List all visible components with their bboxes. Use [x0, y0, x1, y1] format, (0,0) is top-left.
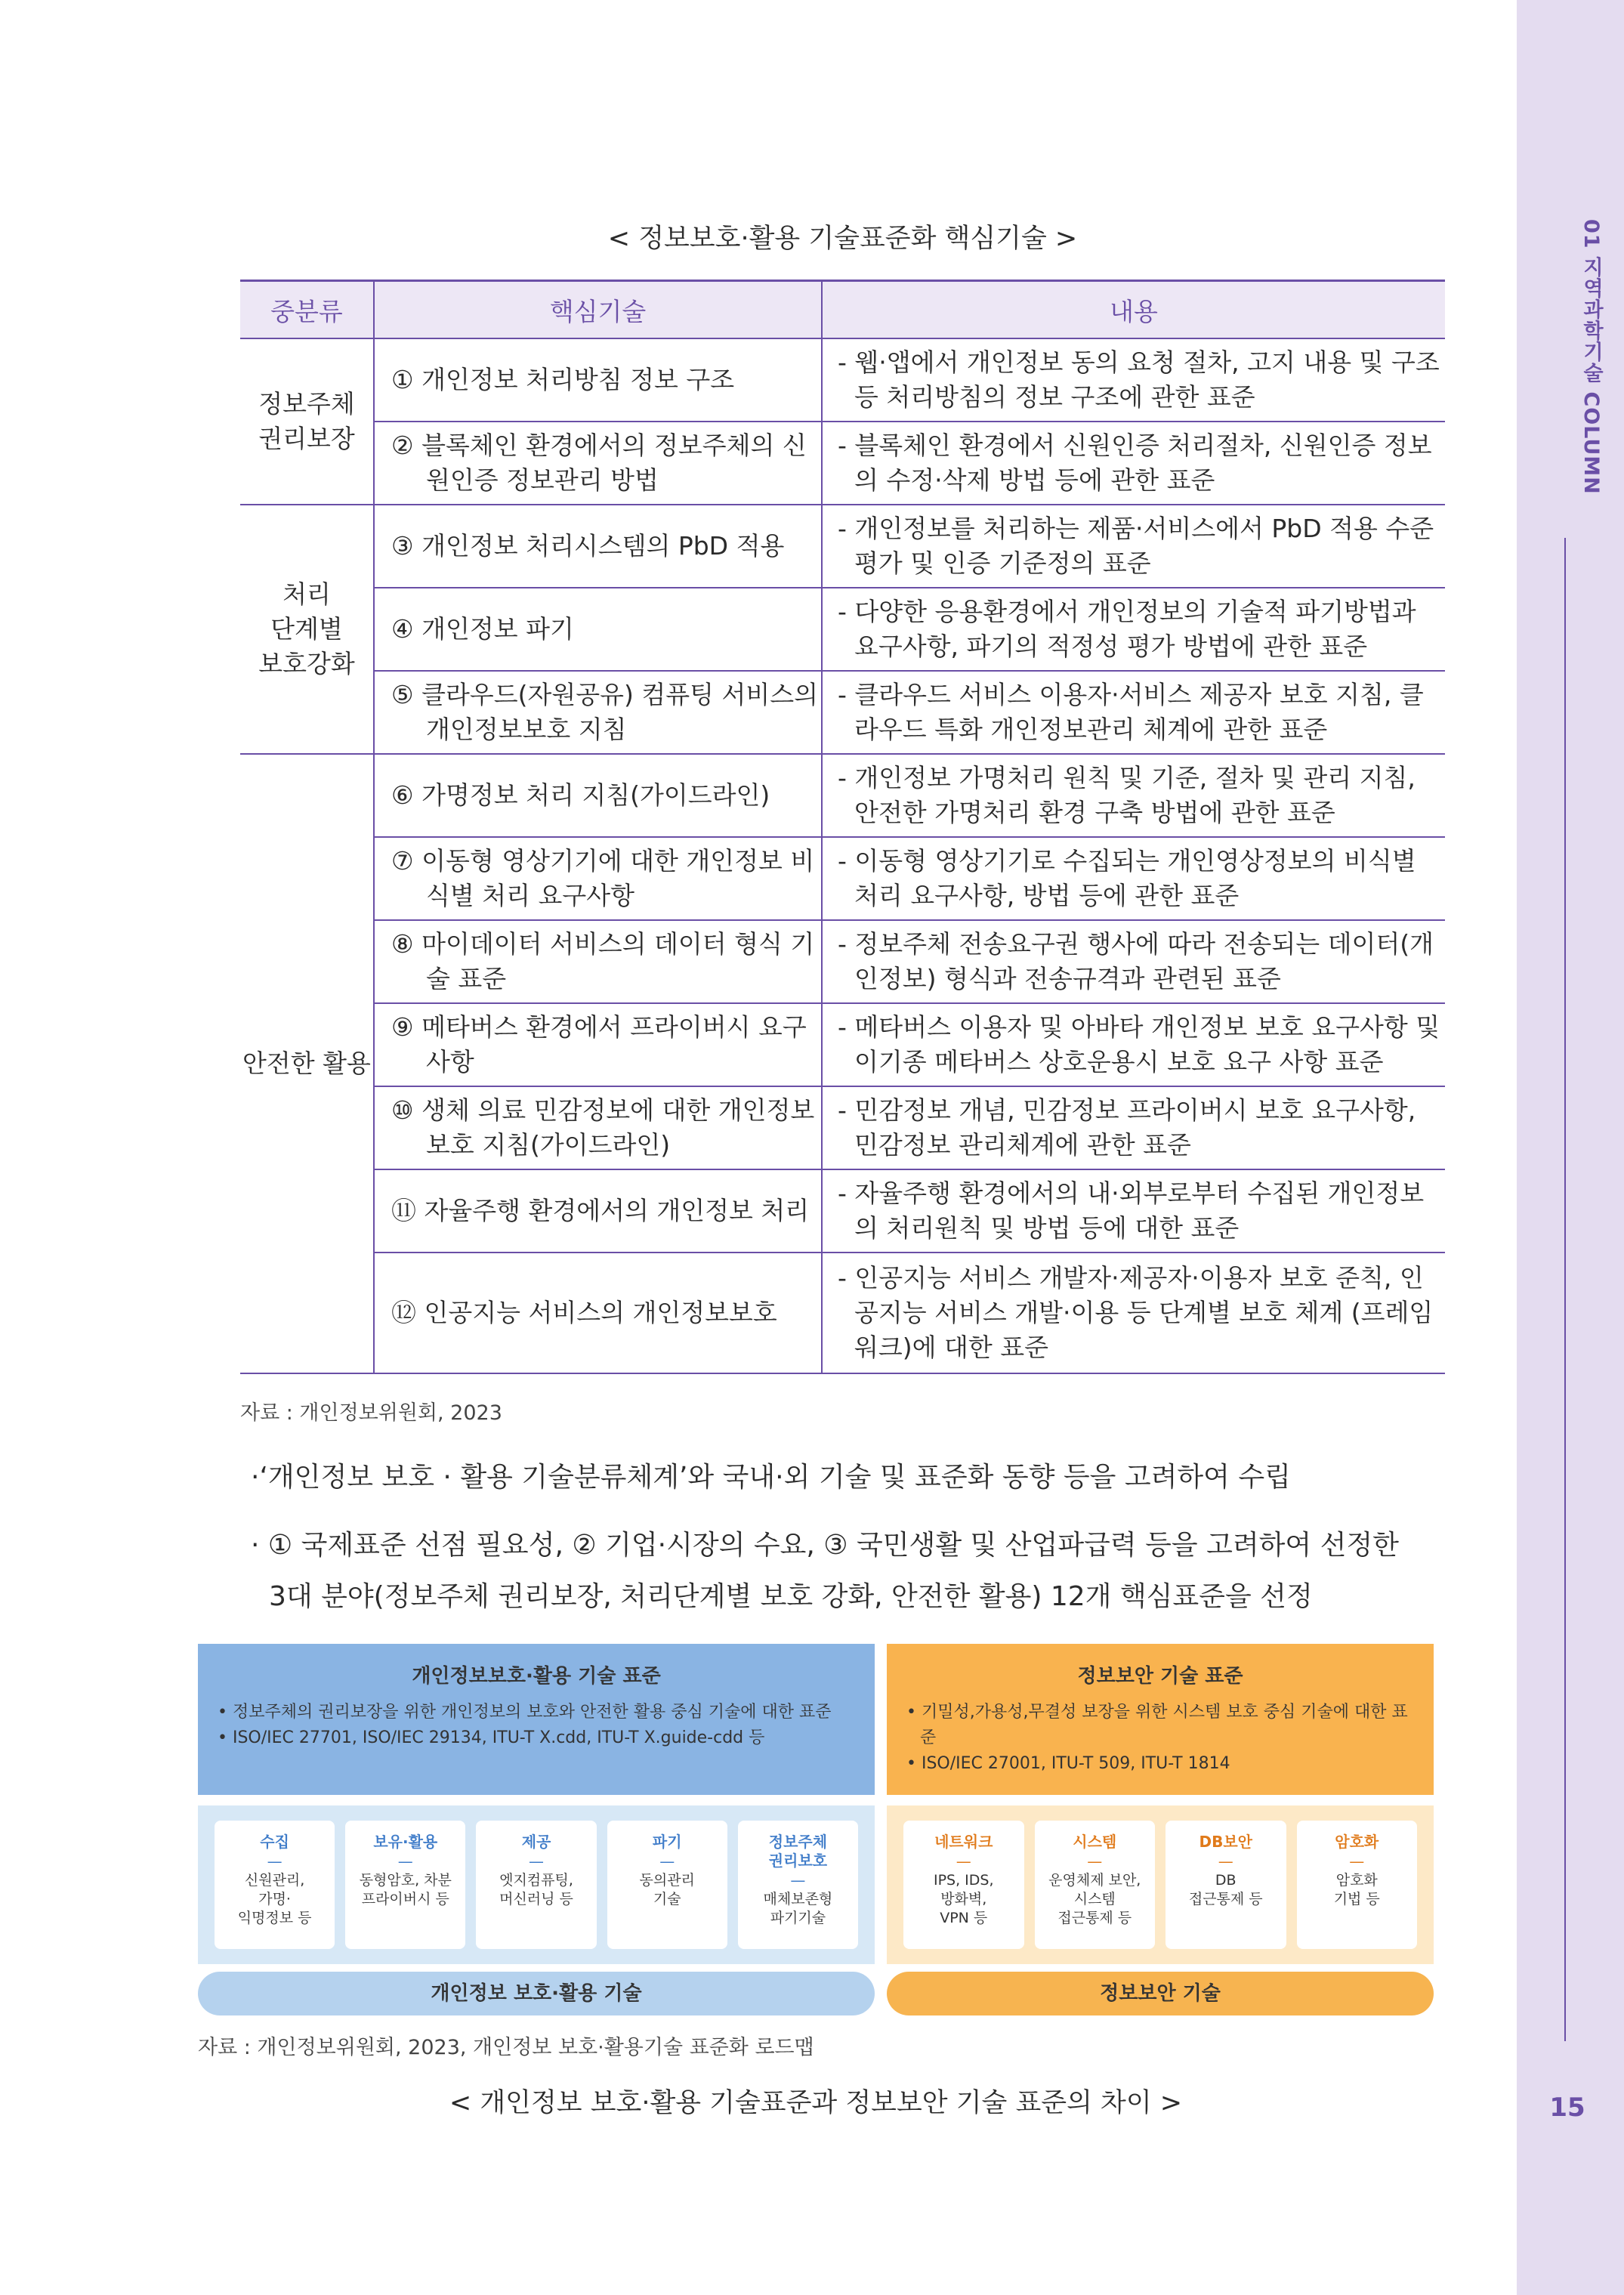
table-row — [240, 1003, 1445, 1086]
table-row — [240, 837, 1445, 920]
desc-cell: - 자율주행 환경에서의 내·외부로부터 수집된 개인정보의 처리원칙 및 방법 등에 대한 표준 — [822, 1169, 1445, 1253]
bullet-point: 3대 분야(정보주체 권리보장, 처리단계별 보호 강화, 안전한 활용) 12개 핵심표준을 선정 — [269, 1581, 1313, 1612]
security-tech-panel — [887, 1805, 1434, 1964]
bullet-point: · ① 국제표준 선점 필요성, ② 기업·시장의 수요, ③ 국민생활 및 산업파급력 등을 고려하여 선정한 — [251, 1530, 1399, 1561]
security-tech-label: 정보보안 기술 — [887, 1972, 1434, 2015]
tech-cell: ④ 개인정보 파기 — [374, 588, 822, 671]
desc-cell: - 클라우드 서비스 이용자·서비스 제공자 보호 지침, 클라우드 특화 개인정보관리 체계에 관한 표준 — [822, 671, 1445, 754]
table-row — [240, 505, 1445, 588]
table-row — [240, 422, 1445, 505]
table-row — [240, 588, 1445, 671]
desc-cell: - 웹·앱에서 개인정보 동의 요청 절차, 고지 내용 및 구조 등 처리방침의 정보 구조에 관한 표준 — [822, 338, 1445, 422]
privacy-tech-label: 개인정보 보호·활용 기술 — [198, 1972, 875, 2015]
security-standard-header — [887, 1644, 1434, 1795]
table-row — [240, 1086, 1445, 1169]
table-row — [240, 754, 1445, 837]
security-standard-title: 정보보안 기술 표준 — [1077, 1665, 1243, 1688]
header-desc: 내용 — [822, 281, 1445, 339]
diagram-caption: < 개인정보 보호·활용 기술표준과 정보보안 기술 표준의 차이 > — [449, 2088, 1183, 2118]
table-row — [240, 671, 1445, 754]
bullet-point: ·‘개인정보 보호 · 활용 기술분류체계’와 국내·외 기술 및 표준화 동향 등을 고려하여 수립 — [251, 1462, 1291, 1493]
sidebar-divider — [1564, 538, 1566, 2041]
privacy-standard-line: • 정보주체의 권리보장을 위한 개인정보의 보호와 안전한 활용 중심 기술에 대한 표준 — [218, 1703, 832, 1722]
privacy-card-retain: 보유·활용 — 동형암호, 차분 프라이버시 등 — [345, 1821, 465, 1949]
privacy-card-provide: 제공 — 엣지컴퓨팅, 머신러닝 등 — [476, 1821, 596, 1949]
standards-diagram — [198, 1644, 1434, 2022]
desc-cell: - 개인정보 가명처리 원칙 및 기준, 절차 및 관리 지침, 안전한 가명처리 환경 구축 방법에 관한 표준 — [822, 754, 1445, 837]
privacy-standard-header — [198, 1644, 875, 1795]
page-number: 15 — [1549, 2093, 1585, 2123]
privacy-card-rights: 정보주체 권리보호 — 매체보존형 파기기술 — [738, 1821, 858, 1949]
security-standard-line: • 기밀성,가용성,무결성 보장을 위한 시스템 보호 중심 기술에 대한 표준 — [906, 1703, 1408, 1747]
table-row — [240, 1253, 1445, 1373]
tech-cell: ⑪ 자율주행 환경에서의 개인정보 처리 — [374, 1169, 822, 1253]
security-card-db: DB보안 — DB 접근통제 등 — [1166, 1821, 1286, 1949]
security-card-crypto: 암호화 — 암호화 기법 등 — [1297, 1821, 1418, 1949]
desc-cell: - 개인정보를 처리하는 제품·서비스에서 PbD 적용 수준 평가 및 인증 기준정의 표준 — [822, 505, 1445, 588]
core-tech-table — [240, 280, 1445, 1374]
table-title: < 정보보호·활용 기술표준화 핵심기술 > — [607, 224, 1078, 254]
tech-cell: ⑥ 가명정보 처리 지침(가이드라인) — [374, 754, 822, 837]
header-tech: 핵심기술 — [374, 281, 822, 339]
tech-cell: ③ 개인정보 처리시스템의 PbD 적용 — [374, 505, 822, 588]
tech-cell: ⑫ 인공지능 서비스의 개인정보보호 — [374, 1253, 822, 1373]
security-standard-line: • ISO/IEC 27001, ITU-T 509, ITU-T 1814 — [906, 1754, 1230, 1773]
tech-cell: ⑦ 이동형 영상기기에 대한 개인정보 비식별 처리 요구사항 — [374, 837, 822, 920]
table-header-row — [240, 281, 1445, 339]
desc-cell: - 블록체인 환경에서 신원인증 처리절차, 신원인증 정보의 수정·삭제 방법 등에 관한 표준 — [822, 422, 1445, 505]
table-row — [240, 1169, 1445, 1253]
tech-cell: ⑤ 클라우드(자원공유) 컴퓨팅 서비스의 개인정보보호 지침 — [374, 671, 822, 754]
privacy-tech-panel — [198, 1805, 875, 1964]
table-source: 자료 : 개인정보위원회, 2023 — [240, 1401, 502, 1425]
desc-cell: - 인공지능 서비스 개발자·제공자·이용자 보호 준칙, 인공지능 서비스 개발·이용 등 단계별 보호 체계 (프레임워크)에 대한 표준 — [822, 1253, 1445, 1373]
category-cell: 정보주체 권리보장 — [240, 338, 374, 505]
security-card-network: 네트워크 — IPS, IDS, 방화벽, VPN 등 — [903, 1821, 1024, 1949]
privacy-card-destroy: 파기 — 동의관리 기술 — [607, 1821, 727, 1949]
desc-cell: - 메타버스 이용자 및 아바타 개인정보 보호 요구사항 및 이기종 메타버스 상호운용시 보호 요구 사항 표준 — [822, 1003, 1445, 1086]
desc-cell: - 다양한 응용환경에서 개인정보의 기술적 파기방법과 요구사항, 파기의 적정성 평가 방법에 관한 표준 — [822, 588, 1445, 671]
desc-cell: - 민감정보 개념, 민감정보 프라이버시 보호 요구사항, 민감정보 관리체계에 관한 표준 — [822, 1086, 1445, 1169]
tech-cell: ② 블록체인 환경에서의 정보주체의 신원인증 정보관리 방법 — [374, 422, 822, 505]
table-row — [240, 920, 1445, 1003]
desc-cell: - 정보주체 전송요구권 행사에 따라 전송되는 데이터(개인정보) 형식과 전송규격과 관련된 표준 — [822, 920, 1445, 1003]
privacy-card-collect: 수집 — 신원관리, 가명· 익명정보 등 — [215, 1821, 335, 1949]
tech-cell: ⑨ 메타버스 환경에서 프라이버시 요구사항 — [374, 1003, 822, 1086]
table-row — [240, 338, 1445, 422]
header-category: 중분류 — [240, 281, 374, 339]
tech-cell: ⑧ 마이데이터 서비스의 데이터 형식 기술 표준 — [374, 920, 822, 1003]
category-cell: 처리 단계별 보호강화 — [240, 505, 374, 754]
privacy-standard-title: 개인정보보호·활용 기술 표준 — [412, 1665, 661, 1688]
section-label: 01 지역과학기술 COLUMN — [1579, 219, 1603, 495]
diagram-source: 자료 : 개인정보위원회, 2023, 개인정보 보호·활용기술 표준화 로드맵 — [198, 2036, 814, 2059]
privacy-standard-line: • ISO/IEC 27701, ISO/IEC 29134, ITU-T X.cdd, ITU-T X.guide-cdd 등 — [218, 1728, 765, 1747]
security-card-system: 시스템 — 운영체제 보안, 시스템 접근통제 등 — [1035, 1821, 1156, 1949]
tech-cell: ① 개인정보 처리방침 정보 구조 — [374, 338, 822, 422]
tech-cell: ⑩ 생체 의료 민감정보에 대한 개인정보 보호 지침(가이드라인) — [374, 1086, 822, 1169]
desc-cell: - 이동형 영상기기로 수집되는 개인영상정보의 비식별 처리 요구사항, 방법 등에 관한 표준 — [822, 837, 1445, 920]
category-cell: 안전한 활용 — [240, 754, 374, 1373]
